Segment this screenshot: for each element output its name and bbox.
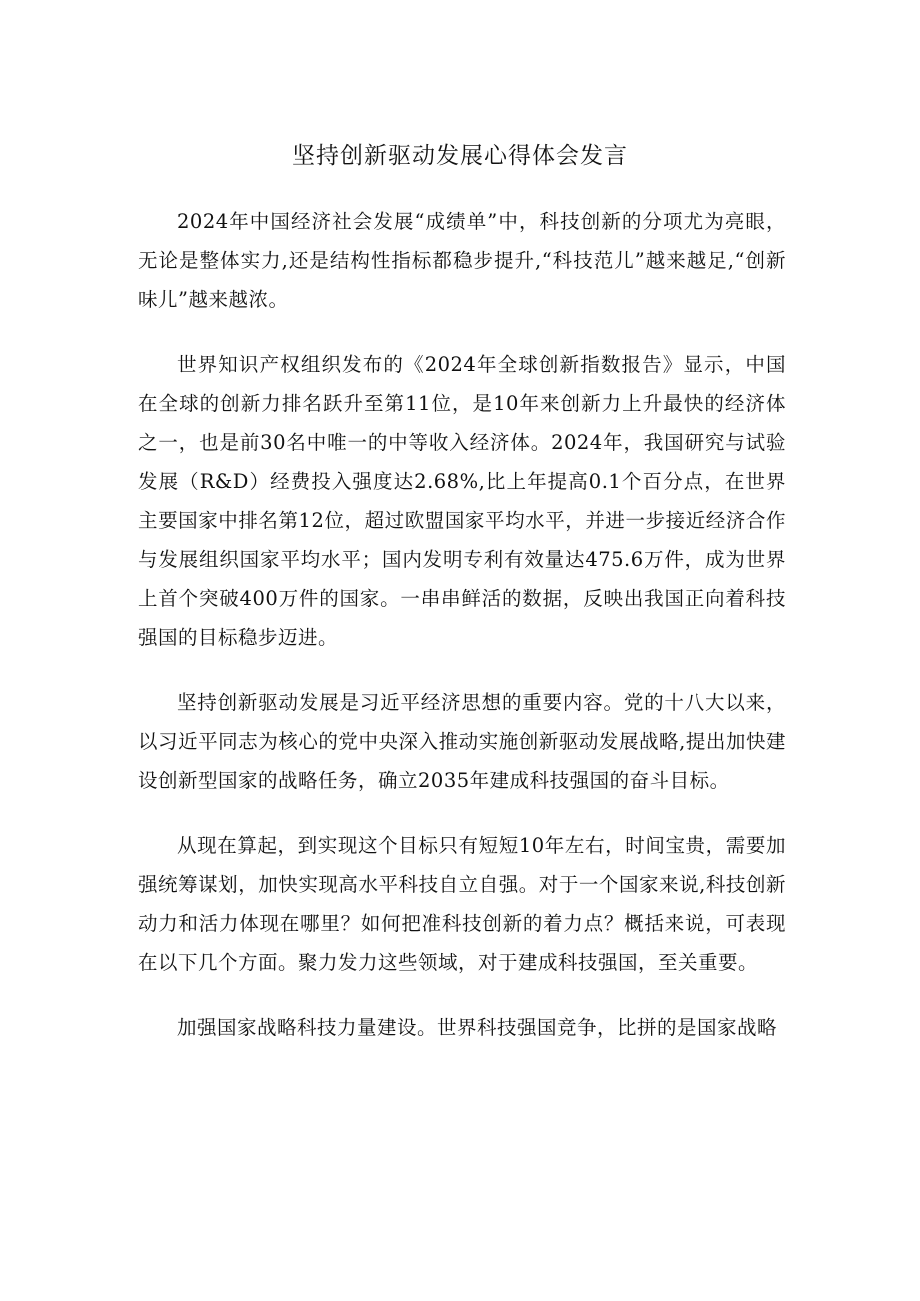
paragraph: 从现在算起，到实现这个目标只有短短10年左右，时间宝贵，需要加强统筹谋划，加快实现高水平科技自立自强。对于一个国家来说,科技创新动力和活力体现在哪里？如何把准科技创新的着力点？概括来说，可表现在以下几个方面。聚力发力这些领域，对于建成科技强国，至关重要。 [138,834,786,974]
paragraph: 坚持创新驱动发展是习近平经济思想的重要内容。党的十八大以来，以习近平同志为核心的党中央深入推动实施创新驱动发展战略,提出加快建设创新型国家的战略任务，确立2035年建成科技强国的奋斗目标。 [138,691,786,792]
paragraph: 加强国家战略科技力量建设。世界科技强国竞争，比拼的是国家战略 [177,1016,778,1039]
paragraph: 世界知识产权组织发布的《2024年全球创新指数报告》显示，中国在全球的创新力排名跃升至第11位，是10年来创新力上升最快的经济体之一，也是前30名中唯一的中等收入经济体。2024年，我国研究与试验发展（R&D）经费投入强度达2.68%,比上年提高0.1个百分点，在世界主要国家中排名第12位，超过欧盟国家平均水平，并进一步接近经济合作与发展组织国家平均水平；国内发明专利有效量达475.6万件，成为世界上首个突破400万件的国家。一串串鲜活的数据，反映出我国正向着科技强国的目标稳步迈进。 [138,353,786,649]
paragraph: 2024年中国经济社会发展“成绩单”中，科技创新的分项尤为亮眼，无论是整体实力,还是结构性指标都稳步提升,“科技范儿”越来越足,“创新味儿”越来越浓。 [138,210,786,311]
document-body [138,202,786,1073]
document-title: 坚持创新驱动发展心得体会发言 [292,143,628,169]
